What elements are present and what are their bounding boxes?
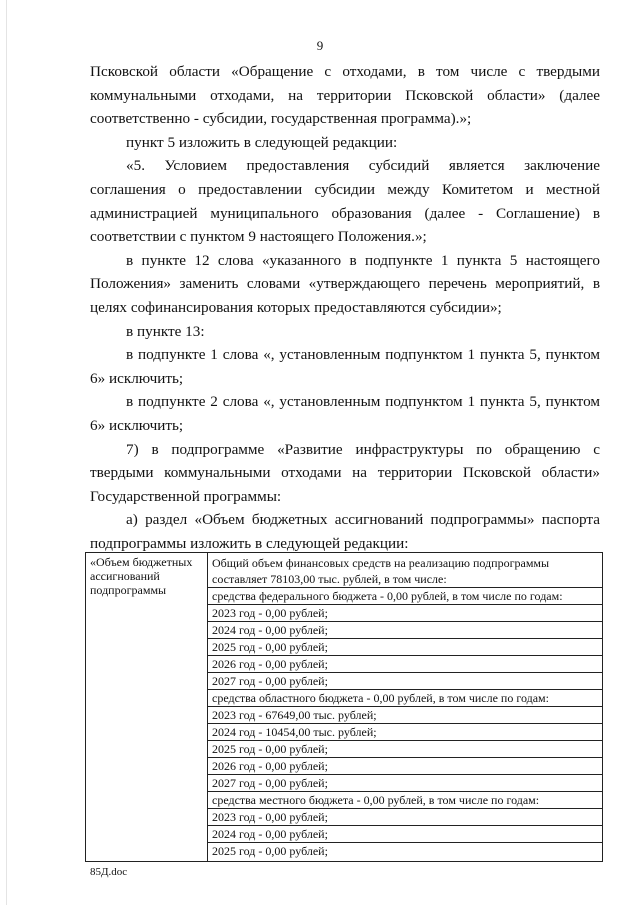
- paragraph-9: а) раздел «Объем бюджетных ассигнований подпрограммы» паспорта подпрограммы изложить в следующей редакции:: [90, 511, 600, 552]
- paragraph-1: Псковской области «Обращение с отходами, в том числе с твердыми коммунальными отходами, на территории Псковской области» (далее соответственно - субсидии, государственная программа).»;: [90, 63, 600, 128]
- table-label-cell: «Объем бюджетных ассигнований подпрограммы: [86, 553, 208, 862]
- table-line: 2024 год - 0,00 рублей;: [208, 622, 602, 639]
- table-line: 2026 год - 0,00 рублей;: [208, 656, 602, 673]
- table-line: Общий объем финансовых средств на реализацию подпрограммы составляет 78103,00 тыс. рублей, в том числе:: [208, 555, 602, 588]
- table-line: 2027 год - 0,00 рублей;: [208, 673, 602, 690]
- table-line: 2024 год - 0,00 рублей;: [208, 826, 602, 843]
- paragraph-6: в подпункте 1 слова «, установленным подпунктом 1 пункта 5, пунктом 6» исключить;: [90, 346, 600, 387]
- table-line: средства федерального бюджета - 0,00 рублей, в том числе по годам:: [208, 588, 602, 605]
- paragraph-5: в пункте 13:: [126, 322, 205, 340]
- paragraph-2: пункт 5 изложить в следующей редакции:: [126, 133, 398, 151]
- table-line: 2024 год - 10454,00 тыс. рублей;: [208, 724, 602, 741]
- scan-edge-line: [6, 0, 7, 905]
- table-row: [86, 553, 603, 862]
- table-line: 2023 год - 0,00 рублей;: [208, 809, 602, 826]
- page-number: 9: [316, 38, 324, 53]
- table-content-cell: [208, 553, 603, 862]
- table-line: 2026 год - 0,00 рублей;: [208, 758, 602, 775]
- footer-filename: 85Д.doc: [90, 866, 128, 878]
- paragraph-4: в пункте 12 слова «указанного в подпункте 1 пункта 5 настоящего Положения» заменить словами «утверждающего перечень мероприятий, в целях софинансирования которых предоставляются субсидии»;: [90, 251, 600, 316]
- document-body: [90, 60, 600, 555]
- table-line: средства местного бюджета - 0,00 рублей, в том числе по годам:: [208, 792, 602, 809]
- table-line: 2025 год - 0,00 рублей;: [208, 741, 602, 758]
- table-line: 2025 год - 0,00 рублей;: [208, 639, 602, 656]
- paragraph-7: в подпункте 2 слова «, установленным подпунктом 1 пункта 5, пунктом 6» исключить;: [90, 393, 600, 434]
- table-line: средства областного бюджета - 0,00 рублей, в том числе по годам:: [208, 690, 602, 707]
- table-line: 2025 год - 0,00 рублей;: [212, 844, 328, 858]
- budget-table: [85, 552, 603, 862]
- table-line: 2023 год - 67649,00 тыс. рублей;: [208, 707, 602, 724]
- paragraph-8: 7) в подпрограмме «Развитие инфраструктуры по обращению с твердыми коммунальными отходами на территории Псковской области» Государственной программы:: [90, 440, 600, 505]
- table-line: 2023 год - 0,00 рублей;: [208, 605, 602, 622]
- table-line: 2027 год - 0,00 рублей;: [208, 775, 602, 792]
- paragraph-3: «5. Условием предоставления субсидий является заключение соглашения о предоставлении субсидии между Комитетом и местной администрацией муниципального образования (далее - Соглашение) в соответствии с пунктом 9 настоящего Положения.»;: [90, 157, 600, 246]
